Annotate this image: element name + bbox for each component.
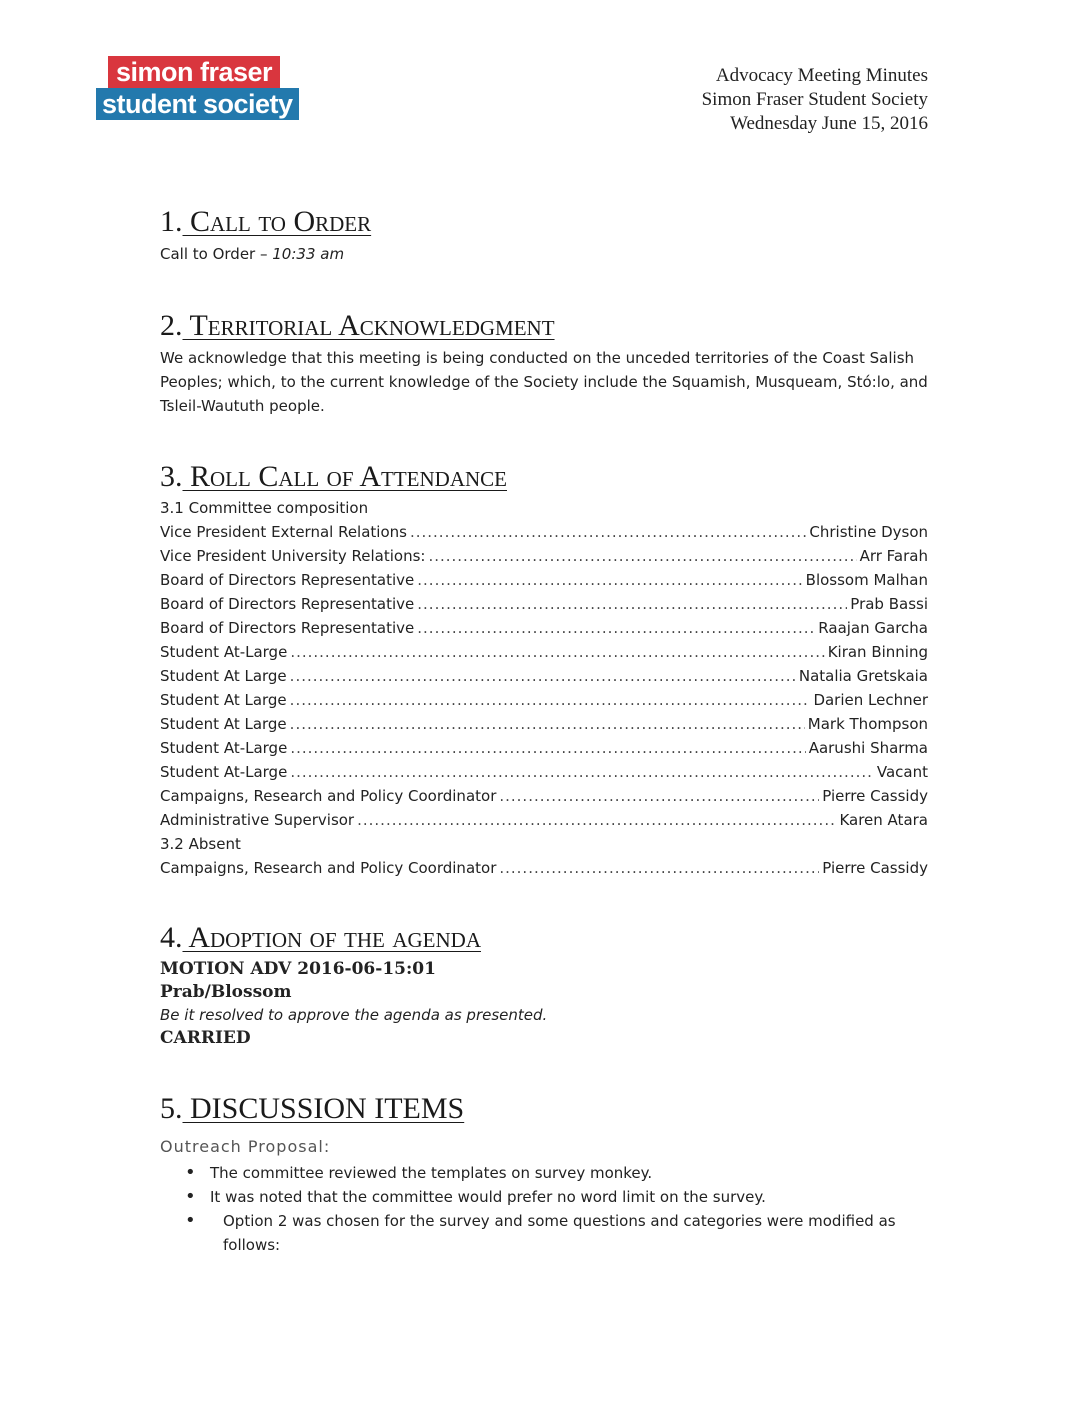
attendance-row: [160, 736, 928, 760]
attendance-row: [160, 664, 928, 688]
section-2-heading: [160, 308, 555, 344]
attendance-name: Arr Farah: [859, 547, 928, 565]
section-number: 1.: [160, 205, 183, 238]
committee-composition-label: 3.1 Committee composition: [160, 499, 369, 517]
motion-resolution: Be it resolved to approve the agenda as presented.: [160, 1006, 548, 1024]
motion-result: CARRIED: [160, 1028, 251, 1048]
leader-dots: [290, 688, 811, 712]
territorial-acknowledgment-text: We acknowledge that this meeting is being conducted on the unceded territories of the Coast Salish Peoples; which, to the current knowledge of the Society include the Squamish, Musqueam, Stó:lo, and Tsleil-Waututh people.: [160, 349, 928, 415]
call-to-order-text: [160, 242, 930, 266]
attendance-name: Vacant: [876, 763, 928, 781]
attendance-row: [160, 640, 928, 664]
attendance-role: Administrative Supervisor: [160, 811, 355, 829]
attendance-role: Board of Directors Representative: [160, 619, 415, 637]
section-title: Roll Call of Attendance: [182, 460, 507, 493]
attendance-name: Kiran Binning: [827, 643, 928, 661]
attendance-role: Student At-Large: [160, 763, 288, 781]
section-number: 3.: [160, 460, 183, 493]
list-item: • The committee reviewed the templates on survey monkey.: [160, 1161, 928, 1185]
logo-line-1: simon fraser: [108, 56, 280, 88]
attendance-role: Campaigns, Research and Policy Coordinator: [160, 787, 497, 805]
leader-dots: [290, 712, 805, 736]
attendance-role: Vice President University Relations:: [160, 547, 426, 565]
header-date: Wednesday June 15, 2016: [730, 113, 928, 134]
attendance-name: Natalia Gretskaia: [798, 667, 928, 685]
attendance-role: Student At Large: [160, 667, 287, 685]
list-item: • Option 2 was chosen for the survey and some questions and categories were modified as follows:: [160, 1209, 928, 1257]
attendance-role: Student At-Large: [160, 643, 288, 661]
leader-dots: [417, 592, 847, 616]
attendance-row: [160, 784, 928, 808]
header-title: Advocacy Meeting Minutes: [715, 65, 928, 86]
section-4-heading: [160, 920, 481, 956]
motion-number: MOTION ADV 2016-06-15:01: [160, 959, 436, 979]
attendance-role: Student At-Large: [160, 739, 288, 757]
logo-line-2: student society: [96, 88, 299, 120]
attendance-row: [160, 760, 928, 784]
section-3-heading: [160, 459, 507, 495]
leader-dots: [417, 616, 815, 640]
section-number: 5.: [160, 1092, 183, 1125]
attendance-role: Vice President External Relations: [160, 523, 407, 541]
outreach-proposal-subheading: Outreach Proposal:: [160, 1137, 331, 1156]
sfss-logo: [96, 56, 291, 124]
attendance-name: Raajan Garcha: [818, 619, 928, 637]
leader-dots: [428, 544, 856, 568]
attendance-row: [160, 520, 928, 544]
attendance-name: Karen Atara: [839, 811, 928, 829]
motion-movers: Prab/Blossom: [160, 982, 292, 1002]
discussion-bullet-list: [160, 1161, 928, 1257]
section-title: DISCUSSION ITEMS: [182, 1092, 465, 1125]
attendance-row: [160, 688, 928, 712]
attendance-row: [160, 808, 928, 832]
leader-dots: [499, 856, 819, 880]
header-organization: Simon Fraser Student Society: [701, 89, 928, 110]
attendance-name: Pierre Cassidy: [822, 859, 928, 877]
attendance-name: Prab Bassi: [850, 595, 928, 613]
section-title: Call to Order: [182, 205, 372, 238]
absent-label: 3.2 Absent: [160, 835, 241, 853]
section-number: 2.: [160, 309, 183, 342]
section-1-heading: [160, 204, 371, 240]
call-to-order-label: Call to Order –: [160, 245, 273, 263]
attendance-role: Student At Large: [160, 715, 287, 733]
attendance-name: Mark Thompson: [807, 715, 928, 733]
leader-dots: [290, 736, 805, 760]
attendance-name: Aarushi Sharma: [808, 739, 928, 757]
call-to-order-time: 10:33 am: [272, 245, 345, 263]
attendance-role: Student At Large: [160, 691, 287, 709]
list-item: • It was noted that the committee would prefer no word limit on the survey.: [160, 1185, 928, 1209]
leader-dots: [499, 784, 819, 808]
attendance-role: Board of Directors Representative: [160, 595, 415, 613]
attendance-role: Board of Directors Representative: [160, 571, 415, 589]
section-5-heading: [160, 1091, 464, 1127]
leader-dots: [417, 568, 802, 592]
absent-row: [160, 856, 928, 880]
attendance-name: Pierre Cassidy: [822, 787, 928, 805]
section-number: 4.: [160, 921, 183, 954]
leader-dots: [290, 664, 796, 688]
attendance-row: [160, 592, 928, 616]
attendance-role: Campaigns, Research and Policy Coordinator: [160, 859, 497, 877]
leader-dots: [357, 808, 836, 832]
leader-dots: [290, 760, 874, 784]
attendance-name: Darien Lechner: [813, 691, 928, 709]
attendance-row: [160, 544, 928, 568]
attendance-name: Christine Dyson: [809, 523, 928, 541]
attendance-row: [160, 568, 928, 592]
attendance-row: [160, 616, 928, 640]
section-title: Adoption of the agenda: [182, 921, 481, 954]
attendance-row: [160, 712, 928, 736]
leader-dots: [290, 640, 824, 664]
section-title: Territorial Acknowledgment: [182, 309, 555, 342]
leader-dots: [410, 520, 806, 544]
document-header: [702, 64, 928, 136]
attendance-name: Blossom Malhan: [805, 571, 928, 589]
